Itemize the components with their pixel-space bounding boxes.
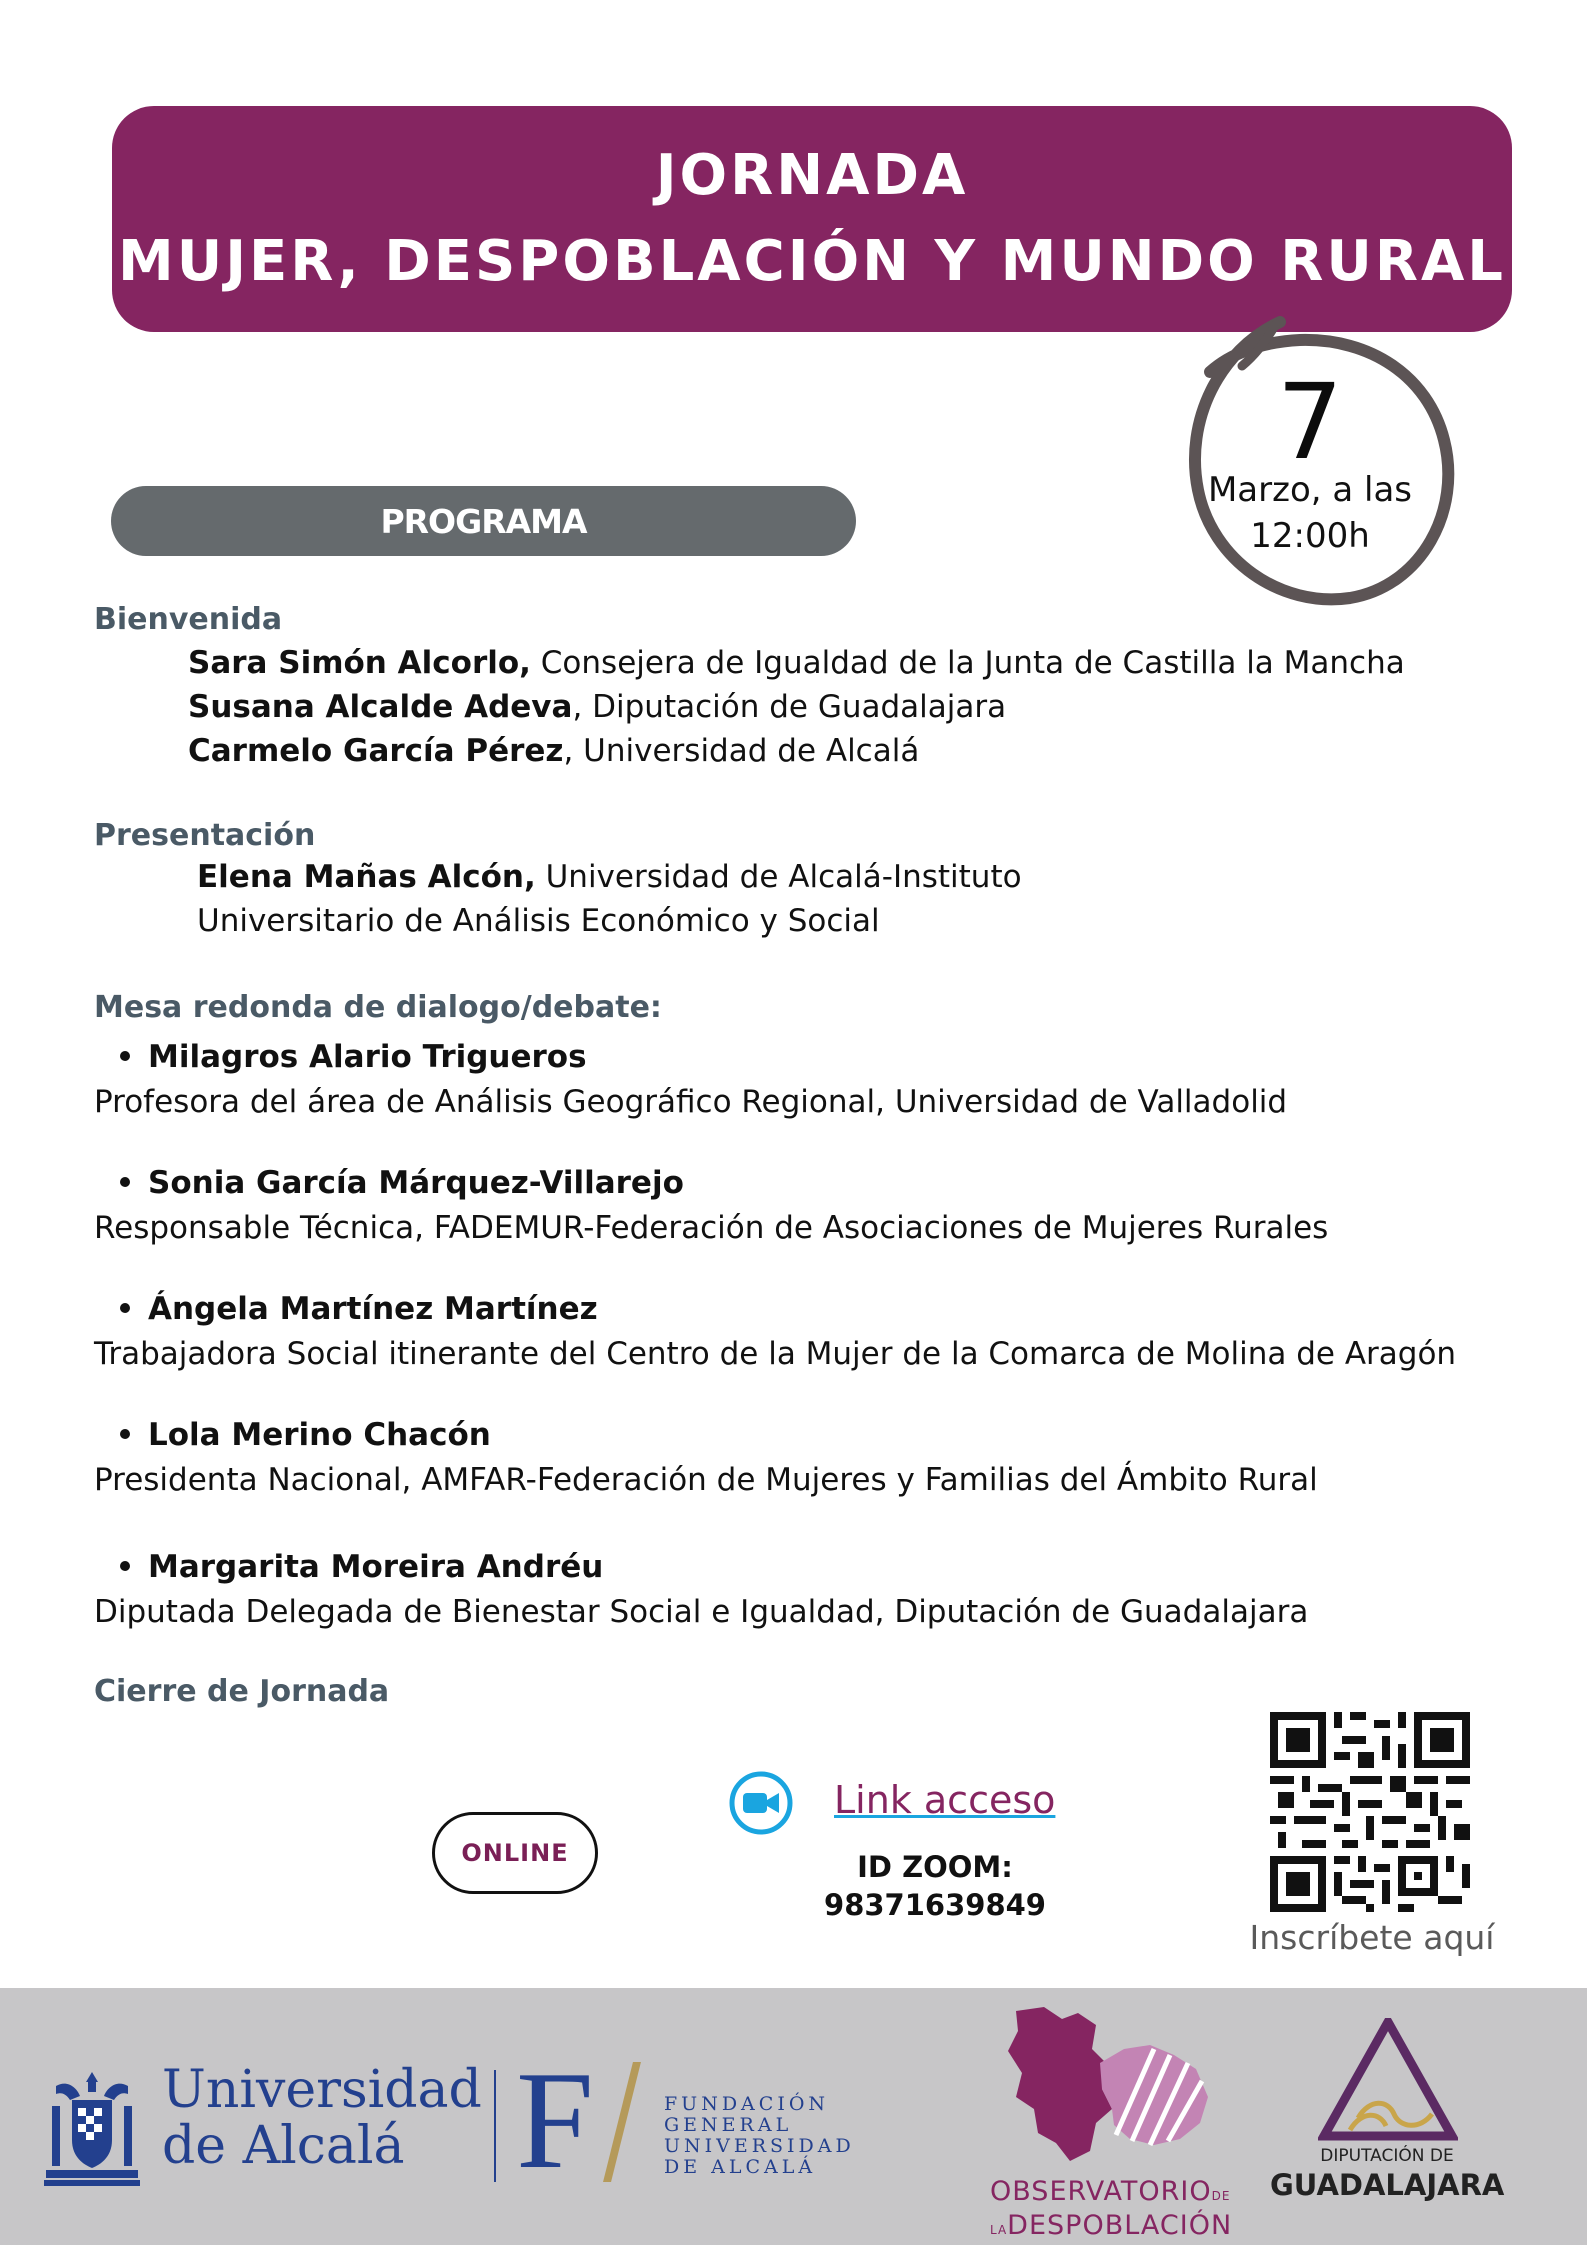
date-time: 12:00h	[1250, 516, 1370, 556]
presentacion-speaker: Elena Mañas Alcón, Universidad de Alcalá-Instituto	[197, 859, 1022, 895]
university-crest-icon	[38, 2066, 146, 2190]
diputacion-logo-icon	[1318, 2018, 1458, 2142]
fundacion-logo-text: FUNDACIÓN GENERAL UNIVERSIDAD DE ALCALÁ	[664, 2093, 855, 2178]
mesa-heading: Mesa redonda de dialogo/debate:	[94, 990, 662, 1025]
qr-code[interactable]	[1270, 1712, 1470, 1912]
participant-role: Profesora del área de Análisis Geográfico Regional, Universidad de Valladolid	[94, 1084, 1288, 1120]
diputacion-logo-text: DIPUTACIÓN DE	[1320, 2146, 1454, 2166]
bullet-icon	[120, 1561, 130, 1571]
bienvenida-item: Susana Alcalde Adeva, Diputación de Guadalajara	[188, 689, 1007, 725]
bullet-icon	[120, 1429, 130, 1439]
uah-logo-text: Universidad de Alcalá	[162, 2060, 482, 2176]
title-line-2: MUJER, DESPOBLACIÓN Y MUNDO RURAL	[118, 229, 1506, 294]
presentacion-affiliation: Universitario de Análisis Económico y Social	[197, 903, 880, 939]
bienvenida-item: Sara Simón Alcorlo, Consejera de Igualdad de la Junta de Castilla la Mancha	[188, 645, 1405, 681]
programa-heading: PROGRAMA	[111, 486, 856, 556]
logo-divider	[494, 2070, 496, 2182]
participant-name: Ángela Martínez Martínez	[120, 1289, 598, 1329]
bienvenida-heading: Bienvenida	[94, 602, 283, 637]
zoom-link[interactable]: Link acceso	[834, 1778, 1056, 1822]
participant-name: Lola Merino Chacón	[120, 1415, 491, 1455]
diputacion-logo-text: GUADALAJARA	[1270, 2168, 1505, 2202]
participant-name: Sonia García Márquez-Villarejo	[120, 1163, 684, 1203]
qr-caption: Inscríbete aquí	[1249, 1918, 1495, 1957]
bienvenida-item: Carmelo García Pérez, Universidad de Alcalá	[188, 733, 920, 769]
date-month: Marzo, a las	[1207, 470, 1413, 510]
participant-name: Margarita Moreira Andréu	[120, 1547, 603, 1587]
event-date	[1160, 310, 1460, 620]
title-line-1: JORNADA	[655, 143, 969, 208]
bullet-icon	[120, 1177, 130, 1187]
online-badge: ONLINE	[432, 1812, 598, 1894]
presentacion-heading: Presentación	[94, 818, 316, 853]
title-banner	[112, 106, 1512, 332]
video-camera-icon	[729, 1771, 793, 1835]
participant-role: Responsable Técnica, FADEMUR-Federación de Asociaciones de Mujeres Rurales	[94, 1210, 1329, 1246]
observatorio-logo-text: LADESPOBLACIÓN	[990, 2210, 1233, 2241]
zoom-id-value: 98371639849	[824, 1888, 1046, 1922]
participant-role: Diputada Delegada de Bienestar Social e Igualdad, Diputación de Guadalajara	[94, 1594, 1309, 1630]
bullet-icon	[120, 1303, 130, 1313]
fundacion-logo-letter: F	[516, 2043, 594, 2198]
date-day: 7	[1276, 361, 1344, 483]
zoom-id-label: ID ZOOM:	[857, 1850, 1013, 1884]
observatorio-logo-text: OBSERVATORIODE	[990, 2176, 1231, 2207]
participant-role: Presidenta Nacional, AMFAR-Federación de Mujeres y Familias del Ámbito Rural	[94, 1462, 1318, 1498]
cierre-heading: Cierre de Jornada	[94, 1674, 390, 1709]
zoom-id	[800, 1848, 1070, 1924]
participant-role: Trabajadora Social itinerante del Centro de la Mujer de la Comarca de Molina de Aragón	[94, 1336, 1457, 1372]
bullet-icon	[120, 1051, 130, 1061]
map-logo-icon	[1004, 2005, 1214, 2165]
participant-name: Milagros Alario Trigueros	[120, 1037, 587, 1077]
